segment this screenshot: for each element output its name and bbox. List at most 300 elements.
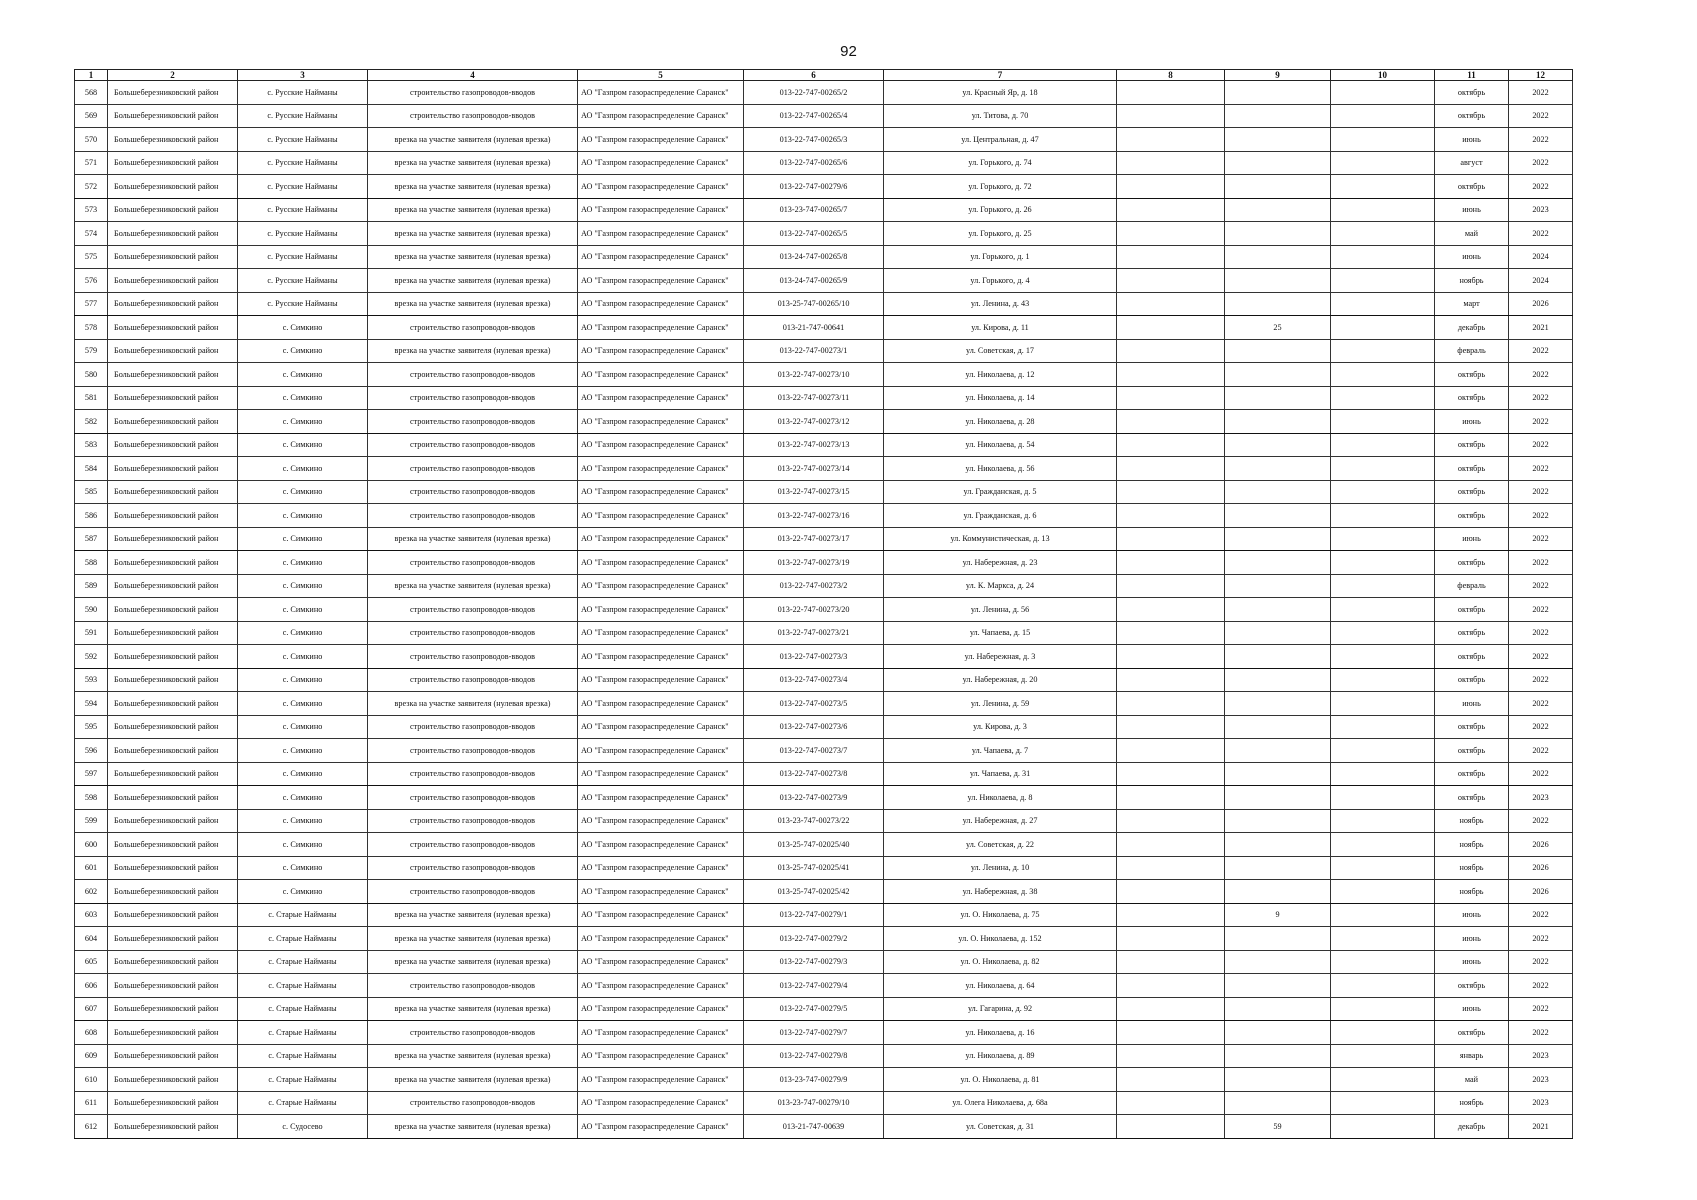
month-cell: октябрь xyxy=(1435,1021,1509,1045)
address-cell: ул. Гагарина, д. 92 xyxy=(884,997,1117,1021)
row-number-cell: 592 xyxy=(75,645,108,669)
settlement-cell: с. Русские Найманы xyxy=(238,198,368,222)
row-number-cell: 611 xyxy=(75,1091,108,1115)
organization-cell: АО "Газпром газораспределение Саранск" xyxy=(578,574,744,598)
col-9-cell: 9 xyxy=(1225,903,1331,927)
month-cell: октябрь xyxy=(1435,104,1509,128)
col-9-cell xyxy=(1225,457,1331,481)
row-number-cell: 604 xyxy=(75,927,108,951)
month-cell: ноябрь xyxy=(1435,880,1509,904)
month-cell: июнь xyxy=(1435,410,1509,434)
col-9-cell xyxy=(1225,363,1331,387)
year-cell: 2023 xyxy=(1509,1044,1573,1068)
month-cell: ноябрь xyxy=(1435,1091,1509,1115)
work-type-cell: строительство газопроводов-вводов xyxy=(368,786,578,810)
col-9-cell xyxy=(1225,598,1331,622)
work-type-cell: врезка на участке заявителя (нулевая врезка) xyxy=(368,339,578,363)
settlement-cell: с. Симкино xyxy=(238,833,368,857)
address-cell: ул. Набережная, д. 27 xyxy=(884,809,1117,833)
col-8-cell xyxy=(1117,574,1225,598)
col-8-cell xyxy=(1117,1021,1225,1045)
col-8-cell xyxy=(1117,927,1225,951)
col-9-cell xyxy=(1225,927,1331,951)
organization-cell: АО "Газпром газораспределение Саранск" xyxy=(578,175,744,199)
contract-number-cell: 013-22-747-00273/17 xyxy=(744,527,884,551)
col-10-cell xyxy=(1331,762,1435,786)
col-10-cell xyxy=(1331,245,1435,269)
col-10-cell xyxy=(1331,410,1435,434)
table-row xyxy=(75,151,1573,175)
organization-cell: АО "Газпром газораспределение Саранск" xyxy=(578,856,744,880)
contract-number-cell: 013-23-747-00279/10 xyxy=(744,1091,884,1115)
month-cell: октябрь xyxy=(1435,175,1509,199)
col-10-cell xyxy=(1331,786,1435,810)
organization-cell: АО "Газпром газораспределение Саранск" xyxy=(578,198,744,222)
month-cell: октябрь xyxy=(1435,480,1509,504)
contract-number-cell: 013-23-747-00265/7 xyxy=(744,198,884,222)
district-cell: Большеберезниковский район xyxy=(108,621,238,645)
address-cell: ул. Олега Николаева, д. 68а xyxy=(884,1091,1117,1115)
contract-number-cell: 013-22-747-00273/4 xyxy=(744,668,884,692)
organization-cell: АО "Газпром газораспределение Саранск" xyxy=(578,598,744,622)
col-8-cell xyxy=(1117,715,1225,739)
table-row xyxy=(75,269,1573,293)
work-type-cell: врезка на участке заявителя (нулевая врезка) xyxy=(368,950,578,974)
work-type-cell: врезка на участке заявителя (нулевая врезка) xyxy=(368,269,578,293)
month-cell: март xyxy=(1435,292,1509,316)
col-10-cell xyxy=(1331,645,1435,669)
col-9-cell xyxy=(1225,386,1331,410)
address-cell: ул. Красный Яр, д. 18 xyxy=(884,81,1117,105)
row-number-cell: 572 xyxy=(75,175,108,199)
work-type-cell: врезка на участке заявителя (нулевая врезка) xyxy=(368,1044,578,1068)
month-cell: июнь xyxy=(1435,997,1509,1021)
organization-cell: АО "Газпром газораспределение Саранск" xyxy=(578,903,744,927)
year-cell: 2022 xyxy=(1509,504,1573,528)
table-row xyxy=(75,527,1573,551)
row-number-cell: 586 xyxy=(75,504,108,528)
district-cell: Большеберезниковский район xyxy=(108,504,238,528)
table-row xyxy=(75,386,1573,410)
row-number-cell: 603 xyxy=(75,903,108,927)
contract-number-cell: 013-22-747-00273/6 xyxy=(744,715,884,739)
column-header-11: 11 xyxy=(1435,70,1509,81)
col-8-cell xyxy=(1117,104,1225,128)
col-8-cell xyxy=(1117,81,1225,105)
address-cell: ул. Советская, д. 31 xyxy=(884,1115,1117,1139)
row-number-cell: 571 xyxy=(75,151,108,175)
table-row xyxy=(75,1091,1573,1115)
address-cell: ул. Чапаева, д. 31 xyxy=(884,762,1117,786)
row-number-cell: 596 xyxy=(75,739,108,763)
col-8-cell xyxy=(1117,692,1225,716)
table-row xyxy=(75,997,1573,1021)
district-cell: Большеберезниковский район xyxy=(108,433,238,457)
col-10-cell xyxy=(1331,1068,1435,1092)
table-row xyxy=(75,880,1573,904)
contract-number-cell: 013-22-747-00273/15 xyxy=(744,480,884,504)
organization-cell: АО "Газпром газораспределение Саранск" xyxy=(578,410,744,434)
organization-cell: АО "Газпром газораспределение Саранск" xyxy=(578,339,744,363)
settlement-cell: с. Русские Найманы xyxy=(238,222,368,246)
month-cell: октябрь xyxy=(1435,363,1509,387)
year-cell: 2022 xyxy=(1509,363,1573,387)
col-10-cell xyxy=(1331,480,1435,504)
table-row xyxy=(75,128,1573,152)
settlement-cell: с. Симкино xyxy=(238,762,368,786)
address-cell: ул. Титова, д. 70 xyxy=(884,104,1117,128)
year-cell: 2022 xyxy=(1509,692,1573,716)
contract-number-cell: 013-22-747-00273/13 xyxy=(744,433,884,457)
work-type-cell: строительство газопроводов-вводов xyxy=(368,715,578,739)
organization-cell: АО "Газпром газораспределение Саранск" xyxy=(578,527,744,551)
col-9-cell xyxy=(1225,950,1331,974)
col-9-cell xyxy=(1225,175,1331,199)
work-type-cell: строительство газопроводов-вводов xyxy=(368,974,578,998)
year-cell: 2022 xyxy=(1509,480,1573,504)
settlement-cell: с. Русские Найманы xyxy=(238,269,368,293)
month-cell: июнь xyxy=(1435,950,1509,974)
col-10-cell xyxy=(1331,222,1435,246)
col-9-cell xyxy=(1225,668,1331,692)
col-10-cell xyxy=(1331,692,1435,716)
col-8-cell xyxy=(1117,222,1225,246)
organization-cell: АО "Газпром газораспределение Саранск" xyxy=(578,151,744,175)
col-10-cell xyxy=(1331,551,1435,575)
table-row xyxy=(75,433,1573,457)
col-9-cell xyxy=(1225,645,1331,669)
work-type-cell: врезка на участке заявителя (нулевая врезка) xyxy=(368,692,578,716)
organization-cell: АО "Газпром газораспределение Саранск" xyxy=(578,128,744,152)
work-type-cell: строительство газопроводов-вводов xyxy=(368,1021,578,1045)
month-cell: октябрь xyxy=(1435,551,1509,575)
district-cell: Большеберезниковский район xyxy=(108,222,238,246)
settlement-cell: с. Русские Найманы xyxy=(238,292,368,316)
work-type-cell: строительство газопроводов-вводов xyxy=(368,1091,578,1115)
table-row xyxy=(75,1068,1573,1092)
district-cell: Большеберезниковский район xyxy=(108,1115,238,1139)
work-type-cell: строительство газопроводов-вводов xyxy=(368,433,578,457)
district-cell: Большеберезниковский район xyxy=(108,386,238,410)
settlement-cell: с. Симкино xyxy=(238,433,368,457)
col-10-cell xyxy=(1331,950,1435,974)
col-9-cell xyxy=(1225,527,1331,551)
address-cell: ул. Горького, д. 1 xyxy=(884,245,1117,269)
work-type-cell: строительство газопроводов-вводов xyxy=(368,316,578,340)
col-9-cell xyxy=(1225,222,1331,246)
month-cell: июнь xyxy=(1435,903,1509,927)
col-8-cell xyxy=(1117,128,1225,152)
year-cell: 2022 xyxy=(1509,527,1573,551)
settlement-cell: с. Симкино xyxy=(238,504,368,528)
settlement-cell: с. Симкино xyxy=(238,457,368,481)
district-cell: Большеберезниковский район xyxy=(108,927,238,951)
month-cell: январь xyxy=(1435,1044,1509,1068)
table-row xyxy=(75,645,1573,669)
table-row xyxy=(75,339,1573,363)
column-header-2: 2 xyxy=(108,70,238,81)
address-cell: ул. Горького, д. 74 xyxy=(884,151,1117,175)
row-number-cell: 608 xyxy=(75,1021,108,1045)
col-9-cell xyxy=(1225,997,1331,1021)
work-type-cell: строительство газопроводов-вводов xyxy=(368,645,578,669)
contract-number-cell: 013-22-747-00273/16 xyxy=(744,504,884,528)
col-8-cell xyxy=(1117,504,1225,528)
month-cell: июнь xyxy=(1435,927,1509,951)
address-cell: ул. Коммунистическая, д. 13 xyxy=(884,527,1117,551)
year-cell: 2022 xyxy=(1509,386,1573,410)
district-cell: Большеберезниковский район xyxy=(108,645,238,669)
table-row xyxy=(75,104,1573,128)
row-number-cell: 568 xyxy=(75,81,108,105)
district-cell: Большеберезниковский район xyxy=(108,1091,238,1115)
month-cell: февраль xyxy=(1435,574,1509,598)
year-cell: 2022 xyxy=(1509,739,1573,763)
col-8-cell xyxy=(1117,433,1225,457)
work-type-cell: строительство газопроводов-вводов xyxy=(368,856,578,880)
col-9-cell xyxy=(1225,128,1331,152)
month-cell: ноябрь xyxy=(1435,269,1509,293)
col-10-cell xyxy=(1331,621,1435,645)
settlement-cell: с. Симкино xyxy=(238,856,368,880)
district-cell: Большеберезниковский район xyxy=(108,692,238,716)
contract-number-cell: 013-22-747-00273/14 xyxy=(744,457,884,481)
col-10-cell xyxy=(1331,1091,1435,1115)
organization-cell: АО "Газпром газораспределение Саранск" xyxy=(578,1068,744,1092)
district-cell: Большеберезниковский район xyxy=(108,833,238,857)
col-8-cell xyxy=(1117,880,1225,904)
table-row xyxy=(75,621,1573,645)
column-header-8: 8 xyxy=(1117,70,1225,81)
month-cell: июнь xyxy=(1435,198,1509,222)
settlement-cell: с. Старые Найманы xyxy=(238,974,368,998)
district-cell: Большеберезниковский район xyxy=(108,739,238,763)
month-cell: октябрь xyxy=(1435,715,1509,739)
year-cell: 2024 xyxy=(1509,245,1573,269)
contract-number-cell: 013-21-747-00639 xyxy=(744,1115,884,1139)
year-cell: 2022 xyxy=(1509,668,1573,692)
col-8-cell xyxy=(1117,786,1225,810)
col-9-cell xyxy=(1225,974,1331,998)
col-9-cell xyxy=(1225,504,1331,528)
organization-cell: АО "Газпром газораспределение Саранск" xyxy=(578,386,744,410)
table-row xyxy=(75,245,1573,269)
organization-cell: АО "Газпром газораспределение Саранск" xyxy=(578,81,744,105)
col-8-cell xyxy=(1117,410,1225,434)
month-cell: июнь xyxy=(1435,245,1509,269)
col-9-cell xyxy=(1225,245,1331,269)
col-8-cell xyxy=(1117,245,1225,269)
contract-number-cell: 013-25-747-02025/42 xyxy=(744,880,884,904)
col-8-cell xyxy=(1117,1068,1225,1092)
district-cell: Большеберезниковский район xyxy=(108,1068,238,1092)
row-number-cell: 578 xyxy=(75,316,108,340)
year-cell: 2022 xyxy=(1509,950,1573,974)
col-9-cell xyxy=(1225,880,1331,904)
col-9-cell xyxy=(1225,339,1331,363)
col-9-cell xyxy=(1225,551,1331,575)
contract-number-cell: 013-23-747-00273/22 xyxy=(744,809,884,833)
table-row xyxy=(75,762,1573,786)
address-cell: ул. Николаева, д. 16 xyxy=(884,1021,1117,1045)
table-row xyxy=(75,574,1573,598)
year-cell: 2023 xyxy=(1509,198,1573,222)
work-type-cell: врезка на участке заявителя (нулевая врезка) xyxy=(368,128,578,152)
row-number-cell: 584 xyxy=(75,457,108,481)
organization-cell: АО "Газпром газораспределение Саранск" xyxy=(578,1021,744,1045)
address-cell: ул. О. Николаева, д. 81 xyxy=(884,1068,1117,1092)
month-cell: декабрь xyxy=(1435,1115,1509,1139)
settlement-cell: с. Старые Найманы xyxy=(238,1044,368,1068)
col-9-cell xyxy=(1225,621,1331,645)
col-8-cell xyxy=(1117,739,1225,763)
row-number-cell: 583 xyxy=(75,433,108,457)
col-9-cell xyxy=(1225,762,1331,786)
district-cell: Большеберезниковский район xyxy=(108,786,238,810)
organization-cell: АО "Газпром газораспределение Саранск" xyxy=(578,1044,744,1068)
address-cell: ул. Горького, д. 4 xyxy=(884,269,1117,293)
year-cell: 2022 xyxy=(1509,81,1573,105)
settlement-cell: с. Симкино xyxy=(238,574,368,598)
district-cell: Большеберезниковский район xyxy=(108,1044,238,1068)
address-cell: ул. Советская, д. 22 xyxy=(884,833,1117,857)
contract-number-cell: 013-22-747-00273/21 xyxy=(744,621,884,645)
row-number-cell: 599 xyxy=(75,809,108,833)
col-9-cell: 25 xyxy=(1225,316,1331,340)
row-number-cell: 591 xyxy=(75,621,108,645)
year-cell: 2022 xyxy=(1509,903,1573,927)
table-row xyxy=(75,974,1573,998)
col-9-cell xyxy=(1225,81,1331,105)
table-row xyxy=(75,410,1573,434)
address-cell: ул. Гражданская, д. 5 xyxy=(884,480,1117,504)
contract-number-cell: 013-24-747-00265/9 xyxy=(744,269,884,293)
col-8-cell xyxy=(1117,551,1225,575)
month-cell: октябрь xyxy=(1435,386,1509,410)
organization-cell: АО "Газпром газораспределение Саранск" xyxy=(578,997,744,1021)
district-cell: Большеберезниковский район xyxy=(108,339,238,363)
row-number-cell: 600 xyxy=(75,833,108,857)
col-10-cell xyxy=(1331,997,1435,1021)
month-cell: октябрь xyxy=(1435,739,1509,763)
col-8-cell xyxy=(1117,668,1225,692)
work-type-cell: врезка на участке заявителя (нулевая врезка) xyxy=(368,927,578,951)
col-8-cell xyxy=(1117,292,1225,316)
row-number-cell: 612 xyxy=(75,1115,108,1139)
contract-number-cell: 013-22-747-00273/10 xyxy=(744,363,884,387)
address-cell: ул. О. Николаева, д. 152 xyxy=(884,927,1117,951)
row-number-cell: 577 xyxy=(75,292,108,316)
year-cell: 2022 xyxy=(1509,410,1573,434)
col-8-cell xyxy=(1117,1044,1225,1068)
month-cell: октябрь xyxy=(1435,457,1509,481)
table-row xyxy=(75,504,1573,528)
organization-cell: АО "Газпром газораспределение Саранск" xyxy=(578,292,744,316)
address-cell: ул. Чапаева, д. 7 xyxy=(884,739,1117,763)
year-cell: 2022 xyxy=(1509,222,1573,246)
month-cell: июнь xyxy=(1435,128,1509,152)
district-cell: Большеберезниковский район xyxy=(108,715,238,739)
table-row xyxy=(75,927,1573,951)
district-cell: Большеберезниковский район xyxy=(108,292,238,316)
month-cell: октябрь xyxy=(1435,974,1509,998)
district-cell: Большеберезниковский район xyxy=(108,903,238,927)
year-cell: 2023 xyxy=(1509,1068,1573,1092)
work-type-cell: врезка на участке заявителя (нулевая врезка) xyxy=(368,222,578,246)
organization-cell: АО "Газпром газораспределение Саранск" xyxy=(578,739,744,763)
col-9-cell xyxy=(1225,198,1331,222)
work-type-cell: врезка на участке заявителя (нулевая врезка) xyxy=(368,1115,578,1139)
address-cell: ул. К. Маркса, д. 24 xyxy=(884,574,1117,598)
work-type-cell: строительство газопроводов-вводов xyxy=(368,363,578,387)
address-cell: ул. Набережная, д. 38 xyxy=(884,880,1117,904)
month-cell: ноябрь xyxy=(1435,809,1509,833)
col-10-cell xyxy=(1331,833,1435,857)
table-row xyxy=(75,833,1573,857)
contract-number-cell: 013-24-747-00265/8 xyxy=(744,245,884,269)
row-number-cell: 581 xyxy=(75,386,108,410)
address-cell: ул. Чапаева, д. 15 xyxy=(884,621,1117,645)
col-8-cell xyxy=(1117,480,1225,504)
table-header xyxy=(75,70,1573,81)
contract-number-cell: 013-22-747-00279/7 xyxy=(744,1021,884,1045)
year-cell: 2022 xyxy=(1509,151,1573,175)
column-header-12: 12 xyxy=(1509,70,1573,81)
table-row xyxy=(75,222,1573,246)
col-8-cell xyxy=(1117,198,1225,222)
contract-number-cell: 013-22-747-00273/5 xyxy=(744,692,884,716)
work-type-cell: строительство газопроводов-вводов xyxy=(368,104,578,128)
address-cell: ул. Набережная, д. 20 xyxy=(884,668,1117,692)
settlement-cell: с. Симкино xyxy=(238,809,368,833)
organization-cell: АО "Газпром газораспределение Саранск" xyxy=(578,927,744,951)
organization-cell: АО "Газпром газораспределение Саранск" xyxy=(578,480,744,504)
year-cell: 2026 xyxy=(1509,856,1573,880)
row-number-cell: 587 xyxy=(75,527,108,551)
table-row xyxy=(75,1044,1573,1068)
col-10-cell xyxy=(1331,903,1435,927)
address-cell: ул. Николаева, д. 14 xyxy=(884,386,1117,410)
settlement-cell: с. Старые Найманы xyxy=(238,1021,368,1045)
row-number-cell: 589 xyxy=(75,574,108,598)
work-type-cell: врезка на участке заявителя (нулевая врезка) xyxy=(368,292,578,316)
col-8-cell xyxy=(1117,762,1225,786)
contract-number-cell: 013-25-747-02025/40 xyxy=(744,833,884,857)
table-row xyxy=(75,292,1573,316)
work-type-cell: строительство газопроводов-вводов xyxy=(368,504,578,528)
contract-number-cell: 013-25-747-00265/10 xyxy=(744,292,884,316)
column-header-4: 4 xyxy=(368,70,578,81)
row-number-cell: 598 xyxy=(75,786,108,810)
work-type-cell: врезка на участке заявителя (нулевая врезка) xyxy=(368,1068,578,1092)
row-number-cell: 590 xyxy=(75,598,108,622)
work-type-cell: врезка на участке заявителя (нулевая врезка) xyxy=(368,997,578,1021)
col-10-cell xyxy=(1331,574,1435,598)
district-cell: Большеберезниковский район xyxy=(108,245,238,269)
year-cell: 2022 xyxy=(1509,339,1573,363)
work-type-cell: строительство газопроводов-вводов xyxy=(368,410,578,434)
col-10-cell xyxy=(1331,269,1435,293)
organization-cell: АО "Газпром газораспределение Саранск" xyxy=(578,809,744,833)
settlement-cell: с. Симкино xyxy=(238,339,368,363)
district-cell: Большеберезниковский район xyxy=(108,198,238,222)
organization-cell: АО "Газпром газораспределение Саранск" xyxy=(578,245,744,269)
organization-cell: АО "Газпром газораспределение Саранск" xyxy=(578,692,744,716)
work-type-cell: врезка на участке заявителя (нулевая врезка) xyxy=(368,903,578,927)
table-row xyxy=(75,316,1573,340)
address-cell: ул. Ленина, д. 59 xyxy=(884,692,1117,716)
settlement-cell: с. Старые Найманы xyxy=(238,903,368,927)
